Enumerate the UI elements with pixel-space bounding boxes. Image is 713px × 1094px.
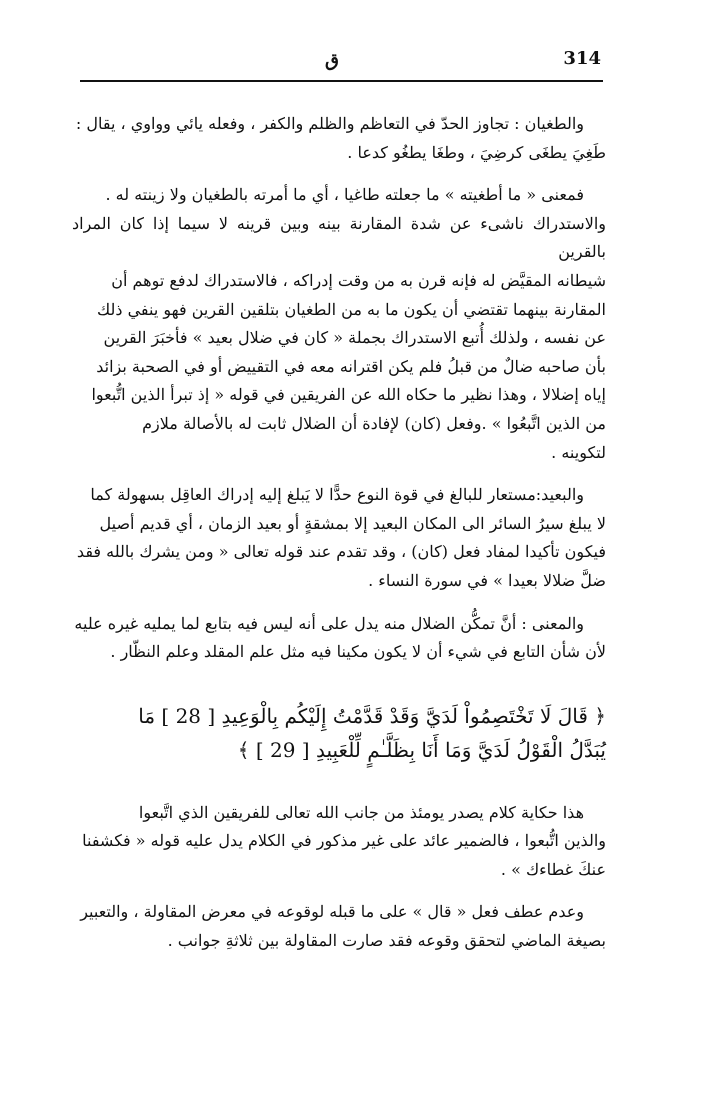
page-header [80,40,603,82]
text-line: المقارنة بينهما تقتضي أن يكون ما به من الطغيان بتلقين القرين فهو ينفي ذلك [97,299,606,319]
text-line: عنكَ غطاءك » . [500,859,606,879]
text-line: والاستدراك ناشىء عن شدة المقارنة بينه وبين قرينه لا سيما إذا كان المراد بالقرين [72,213,606,262]
text-line: إياه إضلالا ، وهذا نظير ما حكاه الله عن الفريقين في قوله « إذ تبرأ الذين اتُّبعوا [91,385,606,405]
text-line: شيطانه المقيَّض له فإنه قرن به من وقت إدراكه ، فالاستدراك لدفع توهم أن [111,270,606,290]
text-line: والبعيد:مستعار للبالغ في قوة النوع حدًّا لا يَبلغ إليه إدراك العاقِل بسهولة كما [90,485,584,505]
text-line: والمعنى : أنَّ تمكُّن الضلال منه يدل على أنه ليس فيه بتابع لما يمليه غيره عليه [74,613,584,633]
paragraph-tughyan [72,110,606,167]
verse-line: ﴿ قَالَ لَا تَخْتَصِمُواْ لَدَيَّ وَقَدْ قَدَّمْتُ إِلَيْكُم بِالْوَعِيدِ [ 28 ] مَا [138,703,606,728]
text-line: ضلَّ ضلالا بعيدا » في سورة النساء . [368,570,606,590]
text-line: فمعنى « ما أطغيته » ما جعلته طاغيا ، أي ما أمرته بالطغيان ولا زينته له . [105,185,584,205]
paragraph-maana [72,610,606,667]
verse-line: يُبَدَّلُ الْقَوْلُ لَدَيَّ وَمَا أَنَا بِظَلَّـٰمٍ لِّلْعَبِيدِ [ 29 ] ﴾ [237,737,606,762]
text-line: من الذين اتَّبعُوا » .وفعل (كان) لإفادة أن الضلال ثابت له بالأصالة ملازم [142,413,606,433]
page-number: 314 [563,48,601,69]
text-line: والذين اتُّبعوا ، فالضمير عائد على غير مذكور في الكلام يدل عليه قوله « فكشفنا [82,831,606,851]
paragraph-baeed [72,481,606,595]
paragraph-atf [72,898,606,955]
text-line: طَغِيَ يطغَى كرضِيَ ، وطغَا يطغُو كدعا . [347,142,606,162]
quran-verse [72,699,606,767]
page-body [72,110,606,956]
paragraph-istidrak [72,181,606,467]
text-line: والطغيان : تجاوز الحدّ في التعاظم والظلم والكفر ، وفعله يائي وواوي ، يقال : [75,114,584,133]
text-line: بأن صاحبه ضالٌ من قبلُ فلم يكن اقترانه معه في التقييض أو في الصحبة بزائد [96,356,606,376]
text-line: لتكوينه . [551,442,606,462]
text-line: هذا حكاية كلام يصدر يومئذ من جانب الله تعالى للفريقين الذي اتَّبعوا [138,802,584,822]
text-line: لا يبلغ سيرُ السائر الى المكان البعيد إلا بمشقةٍ أو بعيد الزمان ، أي قديم أصيل [99,513,606,533]
text-line: وعدم عطف فعل « قال » على ما قبله لوقوعه في معرض المقاولة ، والتعبير [80,902,584,922]
text-line: بصيغة الماضي لتحقق وقوعه فقد صارت المقاولة بين ثلاثةِ جوانب . [167,931,606,951]
surah-name: ق [325,50,339,71]
paragraph-hikaya [72,799,606,885]
text-line: فيكون تأكيدا لمفاد فعل (كان) ، وقد تقدم عند قوله تعالى « ومن يشرك بالله فقد [76,542,606,562]
text-line: عن نفسه ، ولذلك أُتبع الاستدراك بجملة « كان في ضلال بعيد » فأخبَرَ القرين [103,328,606,348]
text-line: لأن شأن التابع في شيء أن لا يكون مكينا فيه مثل علم المقلد وعلم النظّار . [110,642,606,662]
